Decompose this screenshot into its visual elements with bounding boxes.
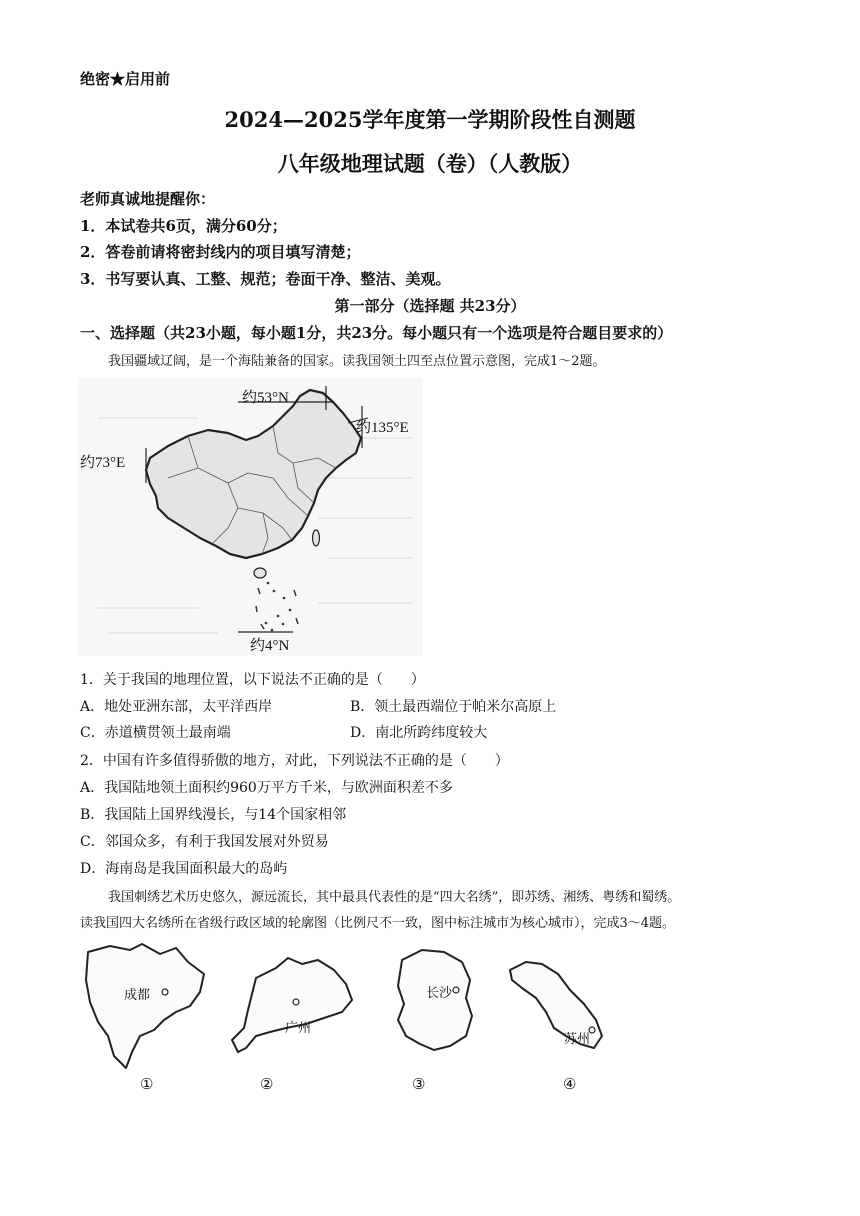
q2-option-c[interactable]: C．邻国众多，有利于我国发展对外贸易: [80, 834, 329, 850]
exam-subtitle: 八年级地理试题（卷）（人教版）: [277, 151, 583, 176]
east-point-label: 约135°E: [356, 420, 409, 436]
q2-option-b[interactable]: B．我国陆上国界线漫长，与14个国家相邻: [80, 807, 347, 823]
q1-option-c[interactable]: C．赤道横贯领土最南端: [80, 725, 231, 741]
intro-q1-2: 我国疆域辽阔，是一个海陆兼备的国家。读我国领土四至点位置示意图，完成1～2题。: [108, 354, 606, 369]
north-point-label: 约53°N: [242, 390, 289, 406]
province-1-number: ①: [140, 1075, 154, 1093]
province-1-city: 成都: [124, 988, 151, 1003]
q2-option-d[interactable]: D．海南岛是我国面积最大的岛屿: [80, 861, 288, 877]
q2-stem: 2．中国有许多值得骄傲的地方，对此，下列说法不正确的是（ ）: [80, 753, 509, 769]
china-map-figure: [78, 378, 423, 656]
province-4-city: 苏州: [564, 1032, 591, 1047]
q1-option-b[interactable]: B．领土最西端位于帕米尔高原上: [350, 699, 557, 715]
reminder-item-1: 1．本试卷共6页，满分60分；: [80, 217, 287, 235]
intro-q3-4-line1: 我国刺绣艺术历史悠久，源远流长，其中最具代表性的是“四大名绣”，即苏绣、湘绣、粤绣和蜀绣。: [108, 890, 681, 905]
reminder-item-2: 2．答卷前请将密封线内的项目填写清楚；: [80, 243, 361, 261]
reminder-heading: 老师真诚地提醒你：: [80, 190, 216, 208]
hainan-island: [254, 568, 266, 578]
west-point-label: 约73°E: [80, 455, 126, 471]
secret-label: 绝密★启用前: [80, 70, 171, 88]
intro-q3-4-line2: 读我国四大名绣所在省级行政区域的轮廓图（比例尺不一致，图中标注城市为核心城市），完成3～4题。: [80, 916, 676, 931]
province-2-number: ②: [260, 1075, 274, 1093]
province-guangdong-outline: [232, 958, 352, 1052]
section-heading: 一、选择题（共23小题，每小题1分，共23分。每小题只有一个选项是符合题目要求的）: [80, 324, 673, 342]
south-point-label: 约4°N: [250, 638, 290, 654]
q1-stem: 1．关于我国的地理位置，以下说法不正确的是（ ）: [80, 672, 425, 688]
south-sea-islands: [265, 582, 292, 632]
province-2-city: 广州: [285, 1021, 312, 1036]
province-3-city: 长沙: [426, 986, 453, 1001]
reminder-item-3: 3．书写要认真、工整、规范；卷面干净、整洁、美观。: [80, 270, 451, 288]
q1-option-a[interactable]: A．地处亚洲东部，太平洋西岸: [80, 699, 273, 715]
q2-option-a[interactable]: A．我国陆地领土面积约960万平方千米，与欧洲面积差不多: [80, 780, 453, 796]
taiwan-island: [313, 530, 320, 546]
province-sichuan-outline: [86, 944, 204, 1068]
province-outlines-figure: [80, 940, 620, 1100]
part1-heading: 第一部分（选择题 共23分）: [334, 297, 526, 315]
q1-option-d[interactable]: D．南北所跨纬度较大: [350, 725, 488, 741]
exam-title: 2024—2025学年度第一学期阶段性自测题: [224, 107, 636, 132]
province-4-number: ④: [563, 1075, 577, 1093]
province-3-number: ③: [412, 1075, 426, 1093]
